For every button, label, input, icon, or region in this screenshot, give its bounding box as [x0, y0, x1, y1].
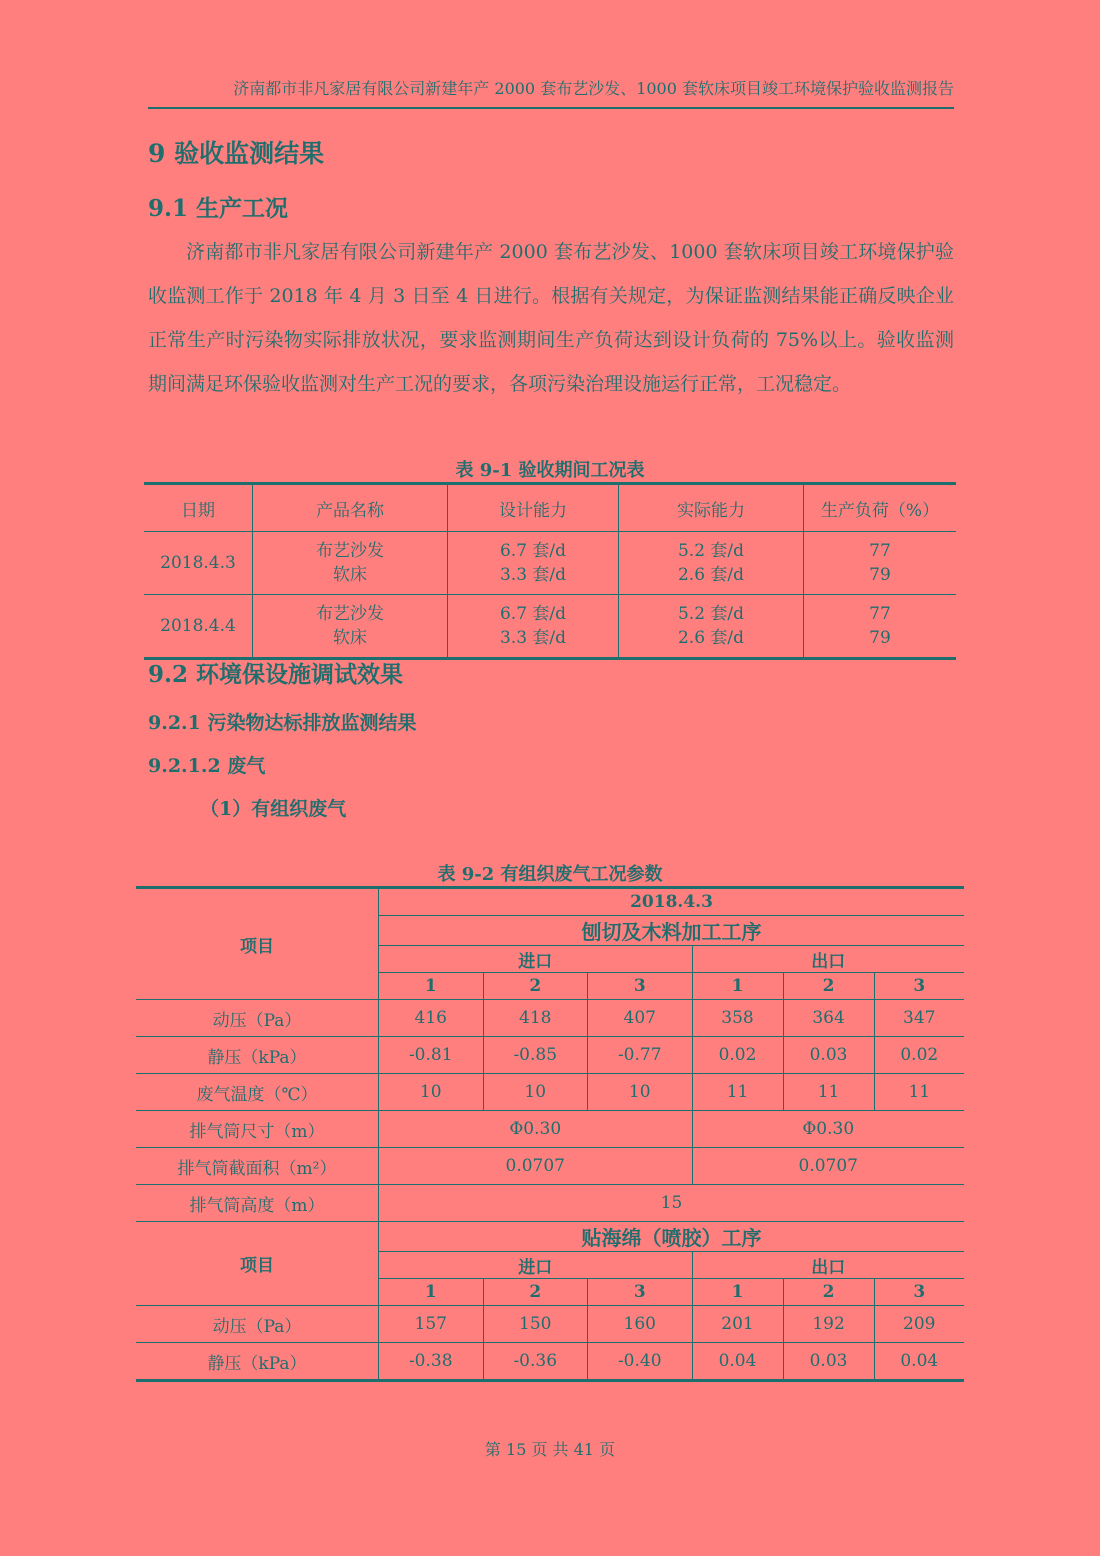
cell: 0.02 [692, 1037, 783, 1074]
row-label: 废气温度（℃） [136, 1074, 379, 1111]
cell-date: 2018.4.3 [144, 532, 253, 595]
chapter-title: 9 验收监测结果 [148, 139, 325, 168]
cell: 0.0707 [692, 1148, 964, 1185]
cell-actual: 5.2 套/d 2.6 套/d [619, 532, 804, 595]
page-footer: 第 15 页 共 41 页 [484, 1440, 616, 1459]
cell: 0.02 [874, 1037, 964, 1074]
cell: 11 [874, 1074, 964, 1111]
section-title-9-2-1: 9.2.1 污染物达标排放监测结果 [148, 712, 417, 734]
cell-load: 77 79 [804, 532, 957, 595]
section-title-9-2-1-2: 9.2.1.2 废气 [148, 755, 266, 777]
num-header: 1 [692, 1279, 783, 1306]
num-header: 3 [874, 1279, 964, 1306]
section-title-9-1: 9.1 生产工况 [148, 195, 289, 222]
table-9-1 [144, 482, 956, 660]
col-header-load: 生产负荷（%） [804, 484, 957, 532]
row-label: 静压（kPa） [136, 1343, 379, 1381]
cell: -0.36 [483, 1343, 588, 1381]
process-header-1: 刨切及木料加工工序 [379, 916, 965, 946]
cell: 11 [692, 1074, 783, 1111]
running-header: 济南都市非凡家居有限公司新建年产 2000 套布艺沙发、1000 套软床项目竣工环境保护验收监测报告 [148, 76, 954, 109]
table-row [136, 1185, 964, 1222]
num-header: 2 [783, 1279, 874, 1306]
num-header: 3 [588, 1279, 693, 1306]
outlet-header: 出口 [692, 1252, 964, 1279]
row-label: 排气筒截面积（m²） [136, 1148, 379, 1185]
col-header-product: 产品名称 [253, 484, 448, 532]
col-header-date: 日期 [144, 484, 253, 532]
cell: 0.04 [692, 1343, 783, 1381]
cell: 0.04 [874, 1343, 964, 1381]
cell: 201 [692, 1306, 783, 1343]
paragraph-text: 济南都市非凡家居有限公司新建年产 2000 套布艺沙发、1000 套软床项目竣工环境保护验收监测工作于 2018 年 4 月 3 日至 4 日进行。根据有关规定，为保证监测结果能正确反映企业正常生产时污染物实际排放状况，要求监测期间生产负荷达到设计负荷的 75%以上。验收监测期间满足环保验收监测对生产工况的要求，各项污染治理设施运行正常，工况稳定。 [148, 241, 954, 395]
item-header: 项目 [136, 888, 379, 1000]
table-row [136, 1306, 964, 1343]
date-header: 2018.4.3 [379, 888, 965, 916]
cell: 160 [588, 1306, 693, 1343]
cell-date: 2018.4.4 [144, 595, 253, 659]
table-9-1-caption: 表 9-1 验收期间工况表 [455, 460, 645, 481]
table-row [136, 1111, 964, 1148]
num-header: 1 [692, 973, 783, 1000]
cell: 358 [692, 1000, 783, 1037]
body-paragraph [148, 230, 954, 406]
inlet-header: 进口 [379, 946, 693, 973]
cell: 418 [483, 1000, 588, 1037]
cell: -0.38 [379, 1343, 484, 1381]
cell: 150 [483, 1306, 588, 1343]
cell-products: 布艺沙发 软床 [253, 595, 448, 659]
cell: Φ0.30 [379, 1111, 693, 1148]
cell: -0.81 [379, 1037, 484, 1074]
table-row [136, 1000, 964, 1037]
cell: 347 [874, 1000, 964, 1037]
cell: 10 [483, 1074, 588, 1111]
cell: -0.85 [483, 1037, 588, 1074]
row-label: 排气筒尺寸（m） [136, 1111, 379, 1148]
cell: 11 [783, 1074, 874, 1111]
num-header: 1 [379, 1279, 484, 1306]
cell-design: 6.7 套/d 3.3 套/d [448, 532, 619, 595]
num-header: 1 [379, 973, 484, 1000]
cell: 209 [874, 1306, 964, 1343]
cell: 192 [783, 1306, 874, 1343]
outlet-header: 出口 [692, 946, 964, 973]
item-header: 项目 [136, 1222, 379, 1306]
cell: -0.77 [588, 1037, 693, 1074]
cell-design: 6.7 套/d 3.3 套/d [448, 595, 619, 659]
cell: 15 [379, 1185, 965, 1222]
cell: -0.40 [588, 1343, 693, 1381]
table-row [136, 1074, 964, 1111]
col-header-actual: 实际能力 [619, 484, 804, 532]
cell: 157 [379, 1306, 484, 1343]
table-9-2-caption: 表 9-2 有组织废气工况参数 [437, 864, 663, 885]
subsection-organized-exhaust: （1）有组织废气 [200, 798, 347, 820]
row-label: 静压（kPa） [136, 1037, 379, 1074]
num-header: 2 [783, 973, 874, 1000]
cell: 0.03 [783, 1037, 874, 1074]
cell: 416 [379, 1000, 484, 1037]
cell-actual: 5.2 套/d 2.6 套/d [619, 595, 804, 659]
num-header: 3 [588, 973, 693, 1000]
num-header: 2 [483, 1279, 588, 1306]
table-9-2 [136, 886, 964, 1382]
row-label: 动压（Pa） [136, 1306, 379, 1343]
cell: 0.0707 [379, 1148, 693, 1185]
cell-load: 77 79 [804, 595, 957, 659]
table-row [136, 1148, 964, 1185]
cell: 364 [783, 1000, 874, 1037]
table-row [144, 532, 956, 595]
cell: 407 [588, 1000, 693, 1037]
cell-products: 布艺沙发 软床 [253, 532, 448, 595]
table-row [144, 595, 956, 659]
cell: 10 [588, 1074, 693, 1111]
num-header: 3 [874, 973, 964, 1000]
row-label: 动压（Pa） [136, 1000, 379, 1037]
section-title-9-2: 9.2 环境保设施调试效果 [148, 661, 404, 688]
num-header: 2 [483, 973, 588, 1000]
col-header-design: 设计能力 [448, 484, 619, 532]
cell: 0.03 [783, 1343, 874, 1381]
inlet-header: 进口 [379, 1252, 693, 1279]
row-label: 排气筒高度（m） [136, 1185, 379, 1222]
cell: 10 [379, 1074, 484, 1111]
cell: Φ0.30 [692, 1111, 964, 1148]
process-header-2: 贴海绵（喷胶）工序 [379, 1222, 965, 1252]
table-row [136, 1343, 964, 1381]
table-row [136, 1037, 964, 1074]
